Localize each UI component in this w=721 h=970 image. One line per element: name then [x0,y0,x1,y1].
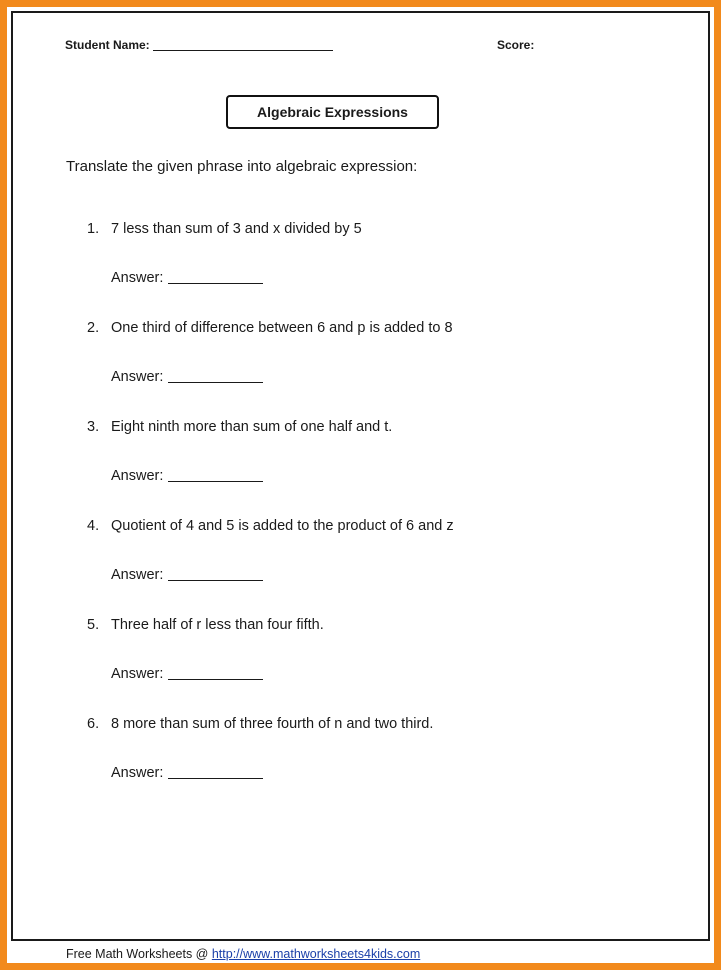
question-text: One third of difference between 6 and p is added to 8 [111,320,453,336]
footer-link[interactable]: http://www.mathworksheets4kids.com [211,947,421,961]
student-name-label: Student Name: [65,38,150,52]
question-item [87,419,392,435]
question-text: Eight ninth more than sum of one half and t. [111,419,393,435]
question-item [87,716,433,732]
answer-blank [168,568,263,581]
answer-label: Answer: [111,270,164,286]
question-text: 8 more than sum of three fourth of n and two third. [111,716,434,732]
score-label: Score: [497,38,535,52]
student-name-field [65,38,333,52]
worksheet-page [7,7,714,963]
answer-field [111,369,263,385]
student-name-blank [153,40,333,51]
question-number: 4. [87,518,100,534]
answer-field [111,666,263,682]
footer [66,947,420,961]
answer-blank [168,667,263,680]
answer-blank [168,766,263,779]
question-text: Three half of r less than four fifth. [111,617,324,633]
instructions: Translate the given phrase into algebraic expression: [66,158,418,175]
question-number: 6. [87,716,100,732]
answer-field [111,567,263,583]
question-item [87,221,362,237]
answer-label: Answer: [111,567,164,583]
answer-field [111,468,263,484]
answer-label: Answer: [111,468,164,484]
question-number: 1. [87,221,100,237]
answer-blank [168,370,263,383]
answer-label: Answer: [111,765,164,781]
question-number: 5. [87,617,100,633]
question-item [87,320,453,336]
question-text: 7 less than sum of 3 and x divided by 5 [111,221,362,237]
question-number: 2. [87,320,100,336]
answer-field [111,270,263,286]
question-number: 3. [87,419,100,435]
answer-label: Answer: [111,666,164,682]
answer-field [111,765,263,781]
answer-label: Answer: [111,369,164,385]
answer-blank [168,469,263,482]
footer-prefix: Free Math Worksheets @ [66,947,212,961]
question-item [87,518,454,534]
question-item [87,617,324,633]
question-text: Quotient of 4 and 5 is added to the product of 6 and z [111,518,454,534]
answer-blank [168,271,263,284]
worksheet-title: Algebraic Expressions [226,95,439,129]
